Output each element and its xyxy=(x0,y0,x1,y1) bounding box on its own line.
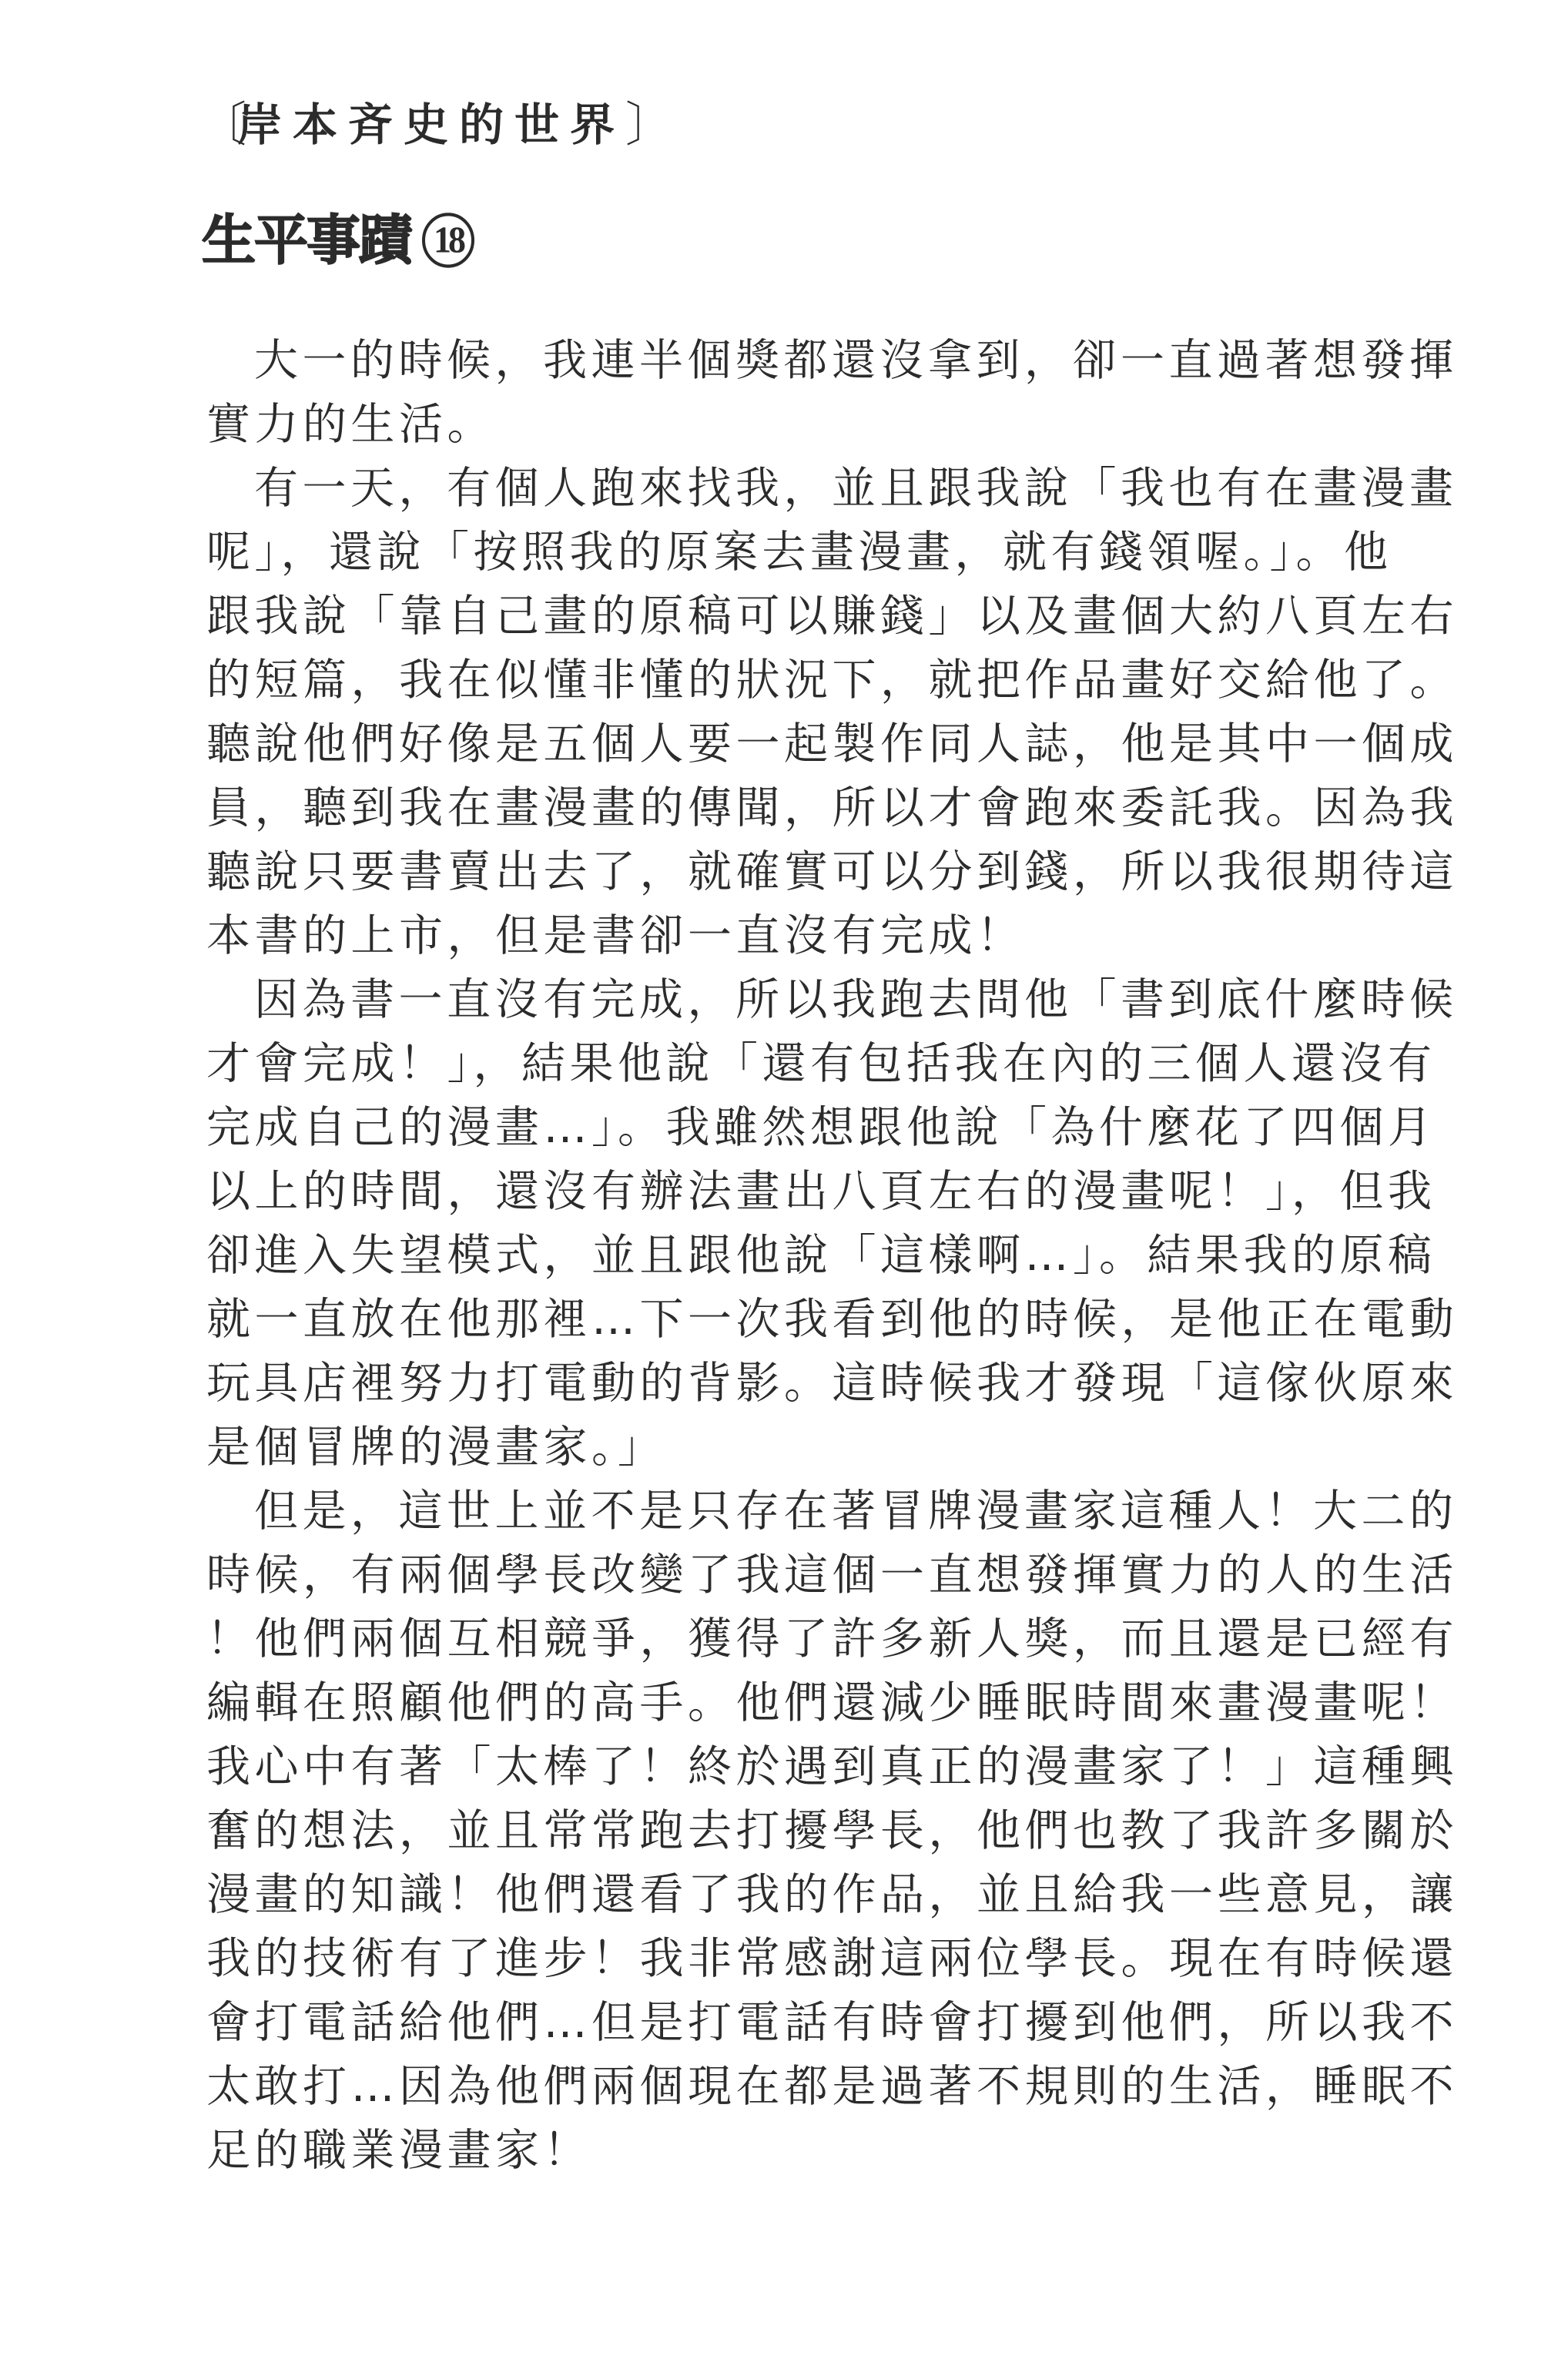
paragraph-line: 太敢打…因為他們兩個現在都是過著不規則的生活，睡眠不 xyxy=(206,2061,1458,2112)
paragraph-line: 因為書一直沒有完成，所以我跑去問他「書到底什麼時候 xyxy=(254,974,1458,1025)
paragraph-line: 的短篇，我在似懂非懂的狀況下，就把作品畫好交給他了。 xyxy=(206,655,1458,705)
circled-number-badge: 18 xyxy=(422,213,474,267)
paragraph-line: 呢」，還說「按照我的原案去畫漫畫，就有錢領喔。」。他 xyxy=(206,527,1392,578)
series-title: 岸本斉史的世界 xyxy=(237,99,626,151)
paragraph-line: 本書的上市，但是書卻一直沒有完成！ xyxy=(206,910,1025,961)
paragraph-line: 我心中有著「太棒了！終於遇到真正的漫畫家了！」這種興 xyxy=(206,1741,1458,1792)
paragraph-line: 完成自己的漫畫…」。我雖然想跟他說「為什麼花了四個月 xyxy=(206,1102,1436,1153)
paragraph-line: 才會完成！」，結果他說「還有包括我在內的三個人還沒有 xyxy=(206,1038,1436,1089)
paragraph-line: 員，聽到我在畫漫畫的傳聞，所以才會跑來委託我。因為我 xyxy=(206,783,1458,833)
paragraph-line: 以上的時間，還沒有辦法畫出八頁左右的漫畫呢！」，但我 xyxy=(206,1166,1436,1217)
paragraph-line: 大一的時候，我連半個獎都還沒拿到，卻一直過著想發揮 xyxy=(254,335,1458,386)
open-bracket: 〔 xyxy=(199,96,247,152)
paragraph-line: 漫畫的知識！他們還看了我的作品，並且給我一些意見，讓 xyxy=(206,1869,1458,1920)
paragraph-line: 實力的生活。 xyxy=(206,399,495,450)
paragraph-line: 時候，有兩個學長改變了我這個一直想發揮實力的人的生活 xyxy=(206,1550,1458,1600)
series-header xyxy=(199,94,674,156)
paragraph-line: 跟我說「靠自己畫的原稿可以賺錢」以及畫個大約八頁左右 xyxy=(206,591,1458,642)
paragraph-line: 會打電話給他們…但是打電話有時會打擾到他們，所以我不 xyxy=(206,1997,1458,2048)
paragraph-line: 聽說只要書賣出去了，就確實可以分到錢，所以我很期待這 xyxy=(206,846,1458,897)
paragraph-line: 編輯在照顧他們的高手。他們還減少睡眠時間來畫漫畫呢！ xyxy=(206,1677,1458,1728)
page-title xyxy=(202,206,474,274)
article-body xyxy=(206,333,1469,2187)
close-bracket: 〕 xyxy=(625,96,674,152)
paragraph-line: 足的職業漫畫家！ xyxy=(206,2125,591,2176)
paragraph-line: 奮的想法，並且常常跑去打擾學長，他們也教了我許多關於 xyxy=(206,1805,1458,1856)
paragraph-line: 就一直放在他那裡…下一次我看到他的時候，是他正在電動 xyxy=(206,1294,1458,1345)
paragraph-line: 但是，這世上並不是只存在著冒牌漫畫家這種人！大二的 xyxy=(254,1486,1458,1537)
paragraph-line: 玩具店裡努力打電動的背影。這時候我才發現「這傢伙原來 xyxy=(206,1358,1458,1409)
paragraph-line: ！他們兩個互相競爭，獲得了許多新人獎，而且還是已經有 xyxy=(206,1614,1458,1664)
paragraph-line: 有一天，有個人跑來找我，並且跟我說「我也有在畫漫畫 xyxy=(254,463,1458,514)
paragraph-line: 我的技術有了進步！我非常感謝這兩位學長。現在有時候還 xyxy=(206,1933,1458,1984)
paragraph-line: 聽說他們好像是五個人要一起製作同人誌，他是其中一個成 xyxy=(206,719,1458,769)
paragraph-line: 是個冒牌的漫畫家。」 xyxy=(206,1422,666,1473)
paragraph-line: 卻進入失望模式，並且跟他說「這樣啊…」。結果我的原稿 xyxy=(206,1230,1436,1281)
title-text: 生平事蹟 xyxy=(202,208,411,272)
